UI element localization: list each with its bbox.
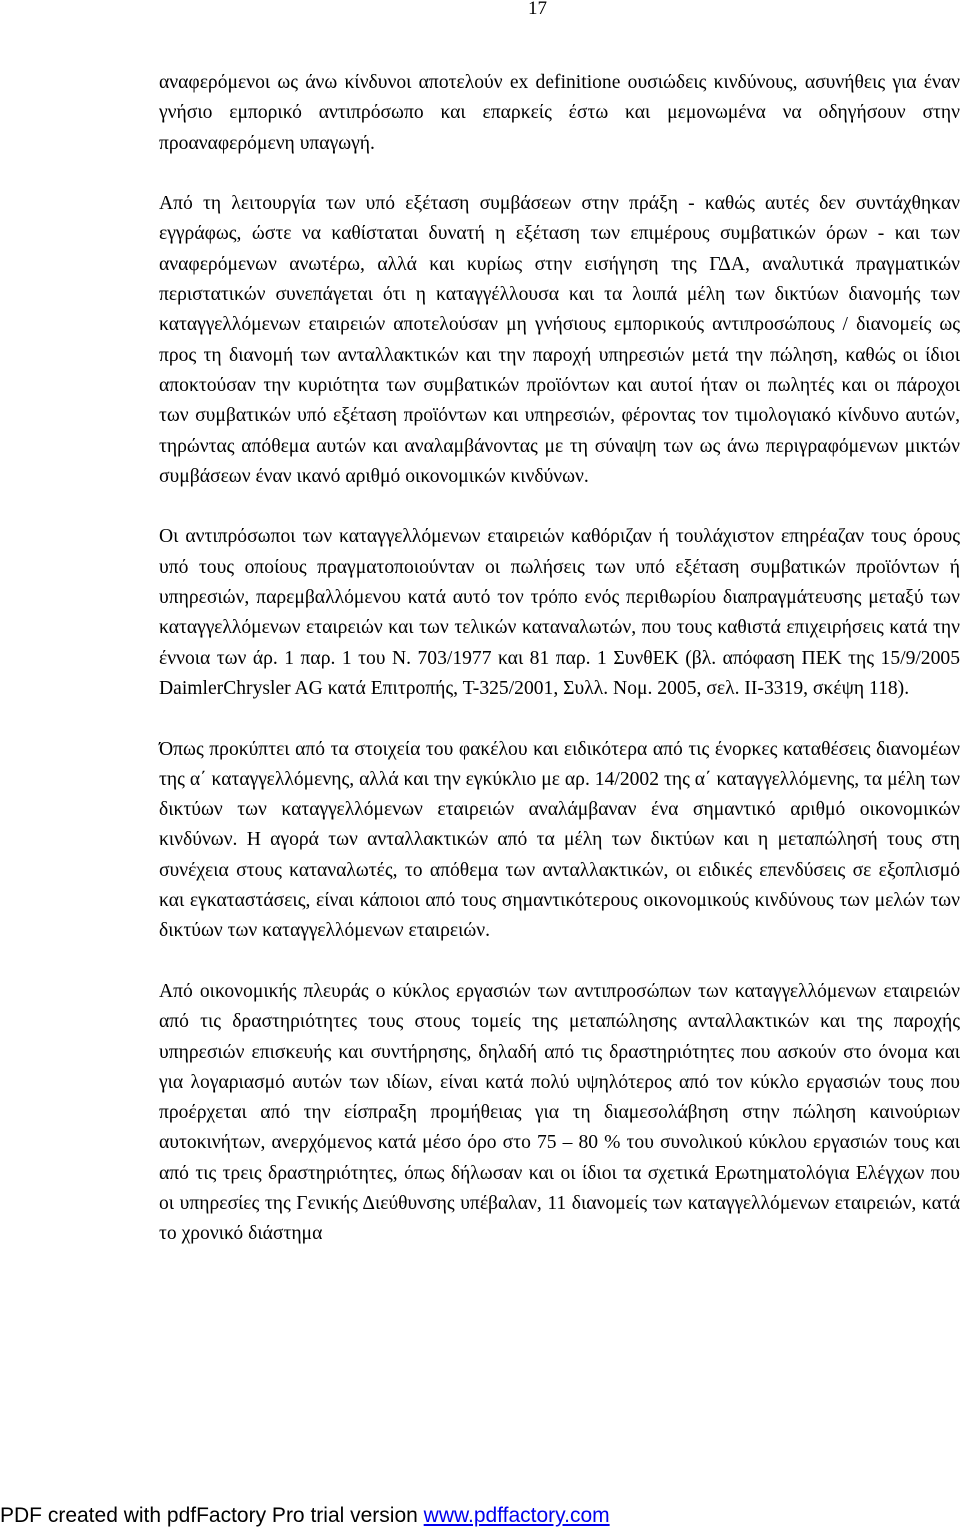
paragraph-1: αναφερόμενοι ως άνω κίνδυνοι αποτελούν ex definitione ουσιώδεις κινδύνους, ασυνήθεις για έναν γνήσιο εμπορικό αντιπρόσωπο και επαρκείς έστω και μεμονωμένα να οδηγήσουν στην προαναφερόμενη υπαγωγή.	[159, 72, 960, 154]
pdf-footer-notice	[0, 1500, 610, 1532]
footer-text: PDF created with pdfFactory Pro trial version	[0, 1504, 424, 1527]
paragraph-2: Από τη λειτουργία των υπό εξέταση συμβάσεων στην πράξη - καθώς αυτές δεν συντάχθηκαν εγγράφως, ώστε να καθίσταται δυνατή η εξέταση των επιμέρους συμβατικών όρων - και των αναφερόμενων ανωτέρω, αλλά και κυρίως στην εισήγηση της ΓΔΑ, αναλυτικά πραγματικών περιστατικών συνεπάγεται ότι η καταγγέλλουσα και τα λοιπά μέλη των δικτύων διανομής των καταγγελλόμενων εταιρειών αποτελούσαν μη γνήσιους εμπορικούς αντιπροσώπους / διανομείς ως προς τη διανομή των ανταλλακτικών και την παροχή υπηρεσιών μετά την πώληση, καθώς οι ίδιοι αποκτούσαν την κυριότητα των συμβατικών προϊόντων και αυτοί ήταν οι πωλητές και οι πάροχοι των συμβατικών υπό εξέταση προϊόντων και υπηρεσιών, φέροντας τον τιμολογιακό κίνδυνο αυτών, τηρώντας απόθεμα αυτών και αναλαμβάνοντας με τη σύναψη των ως άνω περιγραφόμενων μικτών συμβάσεων έναν ικανό αριθμό οικονομικών κινδύνων.	[159, 193, 960, 487]
page-number: 17	[528, 0, 547, 19]
document-body	[159, 68, 960, 1250]
paragraph-3: Οι αντιπρόσωποι των καταγγελλόμενων εταιρειών καθόριζαν ή τουλάχιστον επηρέαζαν τους όρους υπό τους οποίους πραγματοποιούνταν οι πωλήσεις των υπό εξέταση συμβατικών προϊόντων ή υπηρεσιών, παρεμβαλλόμενου κατά αυτό τον τρόπο ενός περιθωρίου διαπραγμάτευσης μεταξύ των καταγγελλόμενων εταιρειών και των τελικών καταναλωτών, που τους καθιστά επιχειρήσεις κατά την έννοια των άρ. 1 παρ. 1 του Ν. 703/1977 και 81 παρ. 1 ΣυνθΕΚ (βλ. απόφαση ΠΕΚ της 15/9/2005 DaimlerChrysler AG κατά Επιτροπής, Τ-325/2001, Συλλ. Νομ. 2005, σελ. ΙΙ-3319, σκέψη 118).	[159, 526, 960, 699]
paragraph-5: Από οικονομικής πλευράς ο κύκλος εργασιών των αντιπροσώπων των καταγγελλόμενων εταιρειών από τις δραστηριότητες τους στους τομείς της μεταπώλησης ανταλλακτικών και της παροχής υπηρεσιών επισκευής και συντήρησης, δηλαδή από τις δραστηριότητες που ασκούν στο όνομα και για λογαριασμό αυτών των ιδίων, είναι κατά πολύ υψηλότερος από τον κύκλο εργασιών τους που προέρχεται από την είσπραξη προμήθειας για τη διαμεσολάβηση στην πώληση καινούριων αυτοκινήτων, ανερχόμενος κατά μέσο όρο στο 75 – 80 % του συνολικού κύκλου εργασιών τους και από τις τρεις δραστηριότητες, όπως δήλωσαν και οι ίδιοι τα σχετικά Ερωτηματολόγια Ελέγχων που οι υπηρεσίες της Γενικής Διεύθυνσης υπέβαλαν, 11 διανομείς των καταγγελλόμενων εταιρειών, κατά το χρονικό διάστημα	[159, 980, 960, 1245]
paragraph-4: Όπως προκύπτει από τα στοιχεία του φακέλου και ειδικότερα από τις ένορκες καταθέσεις διανομέων της α΄ καταγγελλόμενης, αλλά και την εγκύκλιο με αρ. 14/2002 της α΄ καταγγελλόμενης, τα μέλη των δικτύων των καταγγελλόμενων εταιρειών αναλάμβαναν ένα σημαντικό αριθμό οικονομικών κινδύνων. Η αγορά των ανταλλακτικών από τα μέλη των δικτύων και η μεταπώλησή τους στη συνέχεια στους καταναλωτές, το απόθεμα των ανταλλακτικών, οι ειδικές επενδύσεις σε εξοπλισμό και εγκαταστάσεις, είναι κάποιοι από τους σημαντικότερους οικονομικούς κινδύνους των μελών των δικτύων των καταγγελλόμενων εταιρειών.	[159, 738, 960, 942]
pdffactory-link[interactable]: www.pdffactory.com	[423, 1504, 610, 1527]
